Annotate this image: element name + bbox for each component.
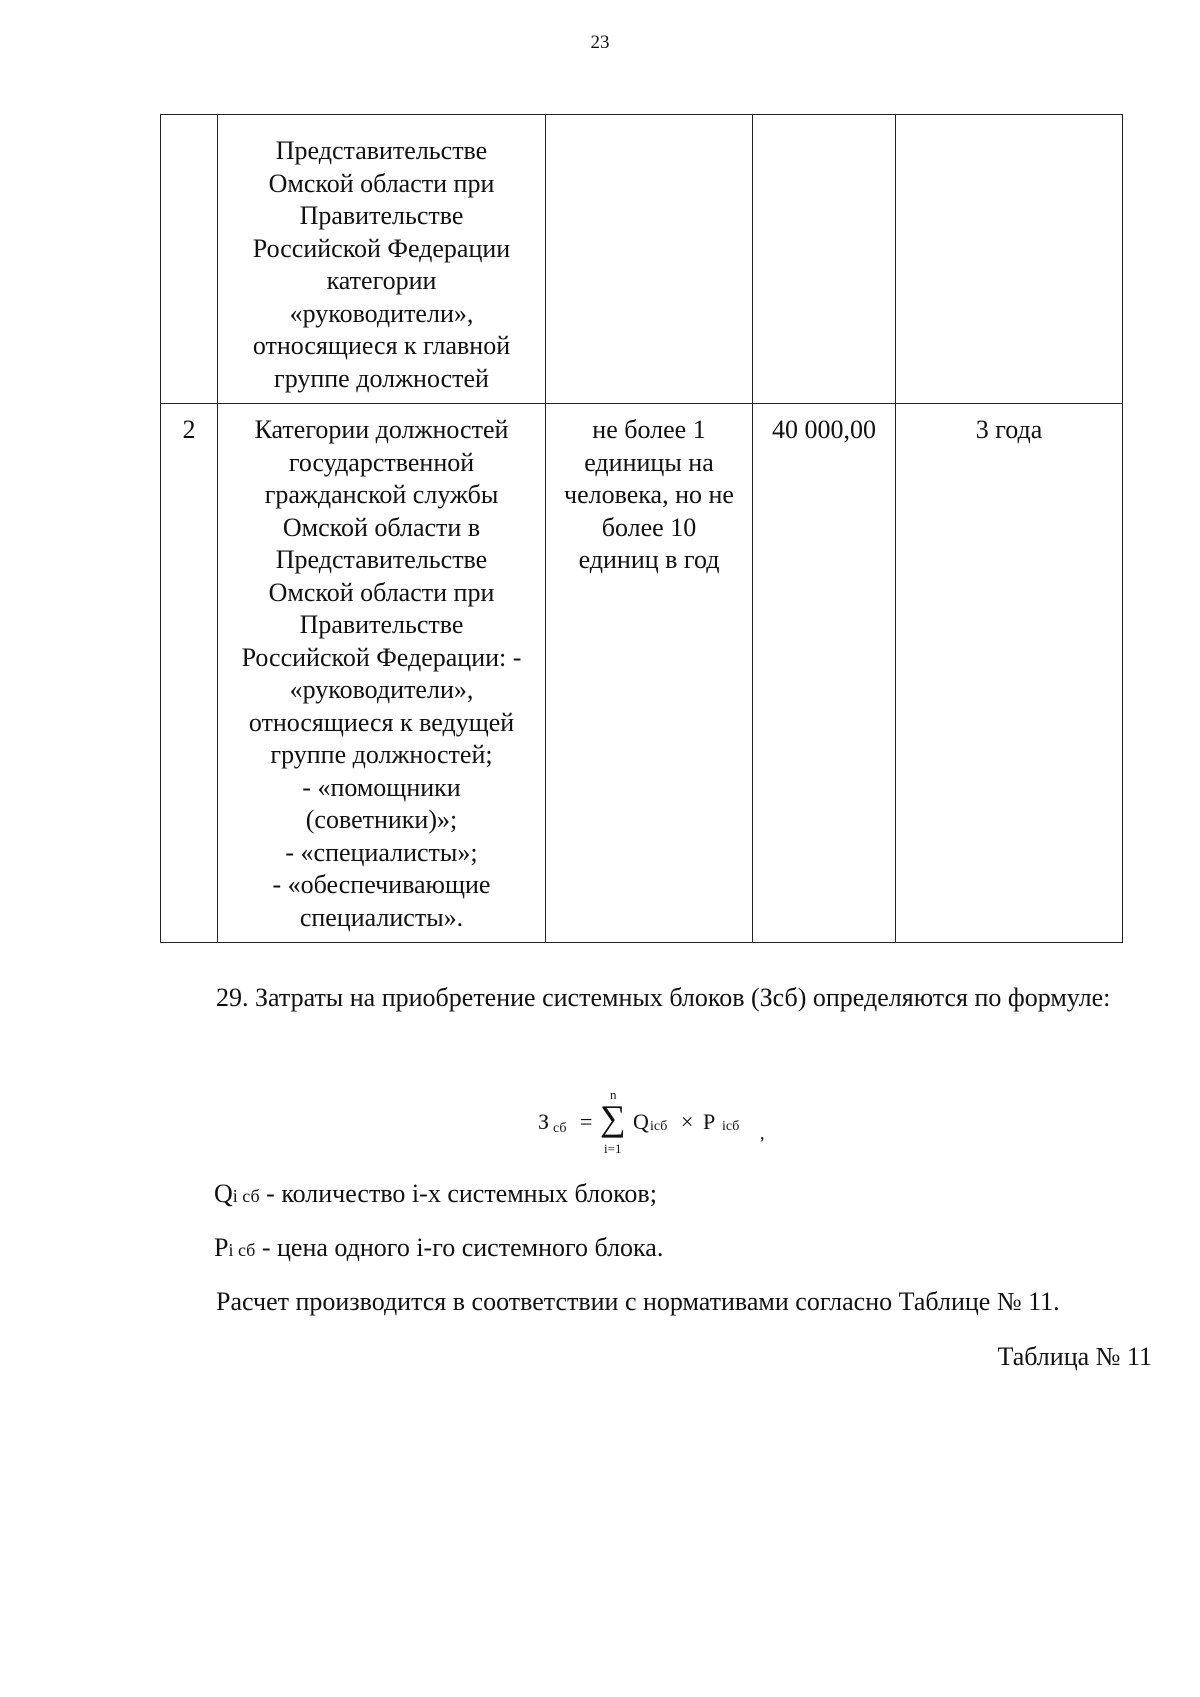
quantity-line: не более 1	[592, 415, 706, 444]
category-line: Омской области при	[268, 577, 495, 607]
category-line: (советники)»;	[305, 805, 458, 834]
formula-lhs-sub: сб	[553, 1121, 567, 1136]
definition-q-symbol: Q	[214, 1179, 233, 1208]
table-row	[161, 115, 1123, 404]
calculation-paragraph: Расчет производится в соответствии с нормативами согласно Таблице № 11.	[216, 1287, 1060, 1316]
term-cell	[896, 115, 1123, 404]
formula-upper: n	[610, 1087, 617, 1102]
table-row	[161, 404, 1123, 943]
table-caption: Таблица № 11	[997, 1342, 1152, 1371]
price-cell	[753, 115, 896, 404]
quantity-line: человека, но не	[564, 480, 734, 509]
formula-times: ×	[681, 1109, 694, 1134]
definition-p-text: - цена одного i-го системного блока.	[255, 1233, 664, 1262]
category-line: Представительстве	[275, 545, 488, 574]
category-line: Российской Федерации	[252, 233, 511, 263]
term-cell: 3 года	[896, 404, 1123, 943]
category-line: относящиеся к ведущей	[248, 707, 515, 737]
definition-p	[214, 1232, 663, 1266]
quantity-line: более 10	[601, 512, 697, 542]
category-line: специалисты».	[299, 902, 464, 932]
category-line: категории	[326, 266, 437, 295]
norms-table	[160, 114, 1123, 943]
category-line: относящиеся к главной	[252, 331, 511, 360]
category-line: Правительстве	[299, 610, 464, 639]
definition-q-sub: i сб	[232, 1186, 260, 1206]
category-line: Омской области в	[282, 512, 481, 542]
formula-trailing: ,	[760, 1123, 765, 1143]
category-line: - «обеспечивающие	[272, 870, 491, 899]
row-number: 2	[161, 404, 218, 943]
category-line: «руководители»,	[289, 675, 474, 704]
formula	[538, 1087, 798, 1157]
category-line: группе должностей	[274, 363, 489, 393]
category-cell	[218, 115, 546, 404]
quantity-line: единицы на	[584, 447, 714, 477]
category-line: Категории должностей	[254, 415, 509, 444]
category-line: Правительстве	[299, 201, 464, 230]
definition-p-sub: i сб	[228, 1240, 256, 1260]
category-line: - «специалисты»;	[285, 837, 478, 867]
formula-q: Q	[633, 1109, 649, 1134]
category-line: группе должностей;	[270, 740, 493, 769]
definition-q	[214, 1178, 657, 1212]
page-number: 23	[590, 32, 610, 53]
category-line: - «помощники	[302, 772, 461, 802]
formula-equals: =	[580, 1109, 593, 1134]
formula-sigma: ∑	[600, 1098, 626, 1138]
category-line: Омской области при	[268, 168, 495, 198]
row-number	[161, 115, 218, 404]
category-line: государственной	[288, 447, 475, 477]
category-cell	[218, 404, 546, 943]
formula-p-sub: iсб	[722, 1119, 740, 1134]
category-line: Российской Федерации: -	[241, 642, 522, 672]
category-line: гражданской службы	[264, 480, 499, 509]
formula-p: P	[703, 1109, 716, 1134]
formula-lower: i=1	[604, 1141, 622, 1156]
quantity-line: единиц в год	[578, 545, 720, 574]
paragraph-29: 29. Затраты на приобретение системных блоков (Зсб) определяются по формуле:	[216, 983, 1111, 1012]
definition-p-symbol: P	[214, 1233, 229, 1262]
formula-q-sub: iсб	[650, 1119, 668, 1134]
quantity-cell	[546, 115, 753, 404]
category-line: «руководители»,	[289, 298, 474, 328]
formula-lhs: З	[538, 1109, 550, 1134]
definition-q-text: - количество i-х системных блоков;	[259, 1179, 657, 1208]
price-cell: 40 000,00	[753, 404, 896, 943]
category-line: Представительстве	[275, 136, 488, 165]
quantity-cell	[546, 404, 753, 943]
